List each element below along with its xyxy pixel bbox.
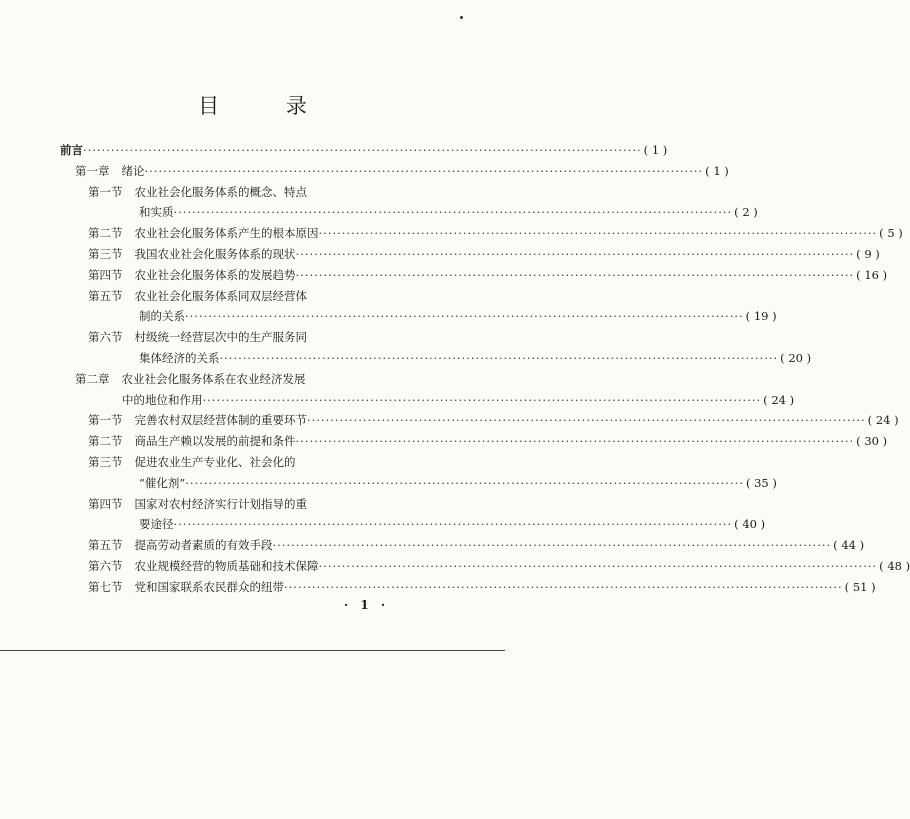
toc-section (88, 432, 888, 450)
entry-number: 第二节 (88, 434, 123, 449)
entry-number: 第四节 (88, 267, 123, 282)
entry-title: 和实质 (139, 205, 174, 220)
page-ref: ( 51 ) (844, 579, 876, 594)
dot-leader: ························································································································ (295, 247, 855, 261)
entry-title: 促进农业生产专业化、社会化的 (134, 455, 296, 469)
dot-leader: ························································································································ (219, 351, 779, 365)
toc-section-cont (139, 515, 766, 533)
entry-title: 提高劳动者素质的有效手段 (134, 538, 273, 553)
entry-title: 商品生产赖以发展的前提和条件 (134, 434, 296, 449)
entry-title: 完善农村双层经营体制的重要环节 (134, 413, 307, 428)
entry-number: 第一章 (75, 163, 110, 178)
page-title: 目 录 (198, 94, 337, 118)
entry-title: 前言 (60, 143, 83, 157)
page-ref: ( 30 ) (856, 434, 888, 449)
page-ref: ( 40 ) (734, 517, 766, 532)
toc-section-cont (139, 349, 812, 367)
entry-number: 第七节 (88, 579, 123, 594)
toc-section (88, 245, 880, 263)
entry-number: 第二节 (88, 226, 123, 241)
entry-title: 制的关系 (139, 309, 185, 324)
page-ref: ( 20 ) (780, 351, 812, 365)
toc-section-cont (139, 203, 758, 221)
toc-section (88, 266, 888, 284)
dot-leader: ························································································································ (185, 309, 744, 324)
toc-section-cont (139, 474, 777, 492)
entry-title: 要途径 (139, 517, 174, 532)
toc-section (88, 557, 910, 575)
entry-title: 中的地位和作用 (122, 392, 203, 407)
toc-section (88, 183, 400, 201)
dot-leader: ························································································································ (295, 267, 855, 282)
dot-leader: ························································································································ (173, 205, 733, 220)
page-ref: ( 48 ) (879, 559, 910, 573)
dot-leader: ························································································································ (173, 517, 733, 532)
entry-number: 第二章 (75, 371, 110, 386)
toc-chapter (75, 162, 729, 180)
dot-leader: ························································································································ (272, 538, 832, 553)
toc-section (88, 453, 400, 471)
page-ref: ( 1 ) (643, 143, 668, 157)
dot-leader: ························································································································ (144, 163, 704, 178)
entry-title: 我国农业社会化服务体系的现状 (134, 247, 296, 261)
entry-title: 党和国家联系农民群众的纽带 (134, 579, 284, 594)
entry-title: 农业规模经营的物质基础和技术保障 (134, 559, 319, 573)
entry-number: 第四节 (88, 496, 123, 511)
entry-title: 农业社会化服务体系在农业经济发展 (121, 371, 306, 386)
dot-leader: ························································································································ (318, 226, 878, 241)
entry-number: 第五节 (88, 288, 123, 303)
toc-section (88, 495, 400, 513)
dot-leader: ························································································································ (185, 475, 744, 490)
toc-section (88, 328, 400, 346)
dot-leader: ························································································································ (284, 579, 843, 594)
page-ref: ( 35 ) (745, 475, 777, 490)
page-ref: ( 24 ) (867, 413, 899, 428)
page-number: · 1 · (344, 598, 390, 612)
scan-speck (460, 16, 463, 19)
page-ref: ( 19 ) (745, 309, 777, 324)
page-ref: ( 5 ) (879, 226, 903, 241)
dot-leader: ························································································································ (295, 434, 855, 449)
entry-title: 农业社会化服务体系产生的根本原因 (134, 226, 319, 241)
entry-title: 农业社会化服务体系的概念、特点 (134, 184, 307, 199)
entry-title: 农业社会化服务体系的发展趋势 (134, 267, 296, 282)
page-ref: ( 9 ) (856, 247, 880, 261)
entry-title: 村级统一经营层次中的生产服务同 (134, 330, 307, 345)
page-ref: ( 16 ) (856, 267, 888, 282)
toc-section (88, 536, 865, 554)
toc-chapter (75, 370, 400, 388)
toc-section (88, 224, 903, 242)
page-ref: ( 2 ) (734, 205, 758, 220)
toc-section (88, 578, 876, 596)
entry-number: 第六节 (88, 330, 123, 345)
dot-leader: ························································································································ (202, 392, 762, 407)
entry-title: “催化剂” (139, 475, 186, 490)
toc-preface (60, 141, 668, 159)
entry-title: 国家对农村经济实行计划指导的重 (134, 496, 307, 511)
entry-number: 第三节 (88, 455, 123, 469)
entry-title: 绪论 (121, 163, 145, 178)
toc-section (88, 287, 400, 305)
page-ref: ( 44 ) (833, 538, 865, 553)
toc-section (88, 411, 899, 429)
entry-number: 第五节 (88, 538, 123, 553)
entry-number: 第六节 (88, 559, 123, 573)
dot-leader: ························································································································ (307, 413, 866, 428)
entry-number: 第一节 (88, 413, 123, 428)
entry-title: 集体经济的关系 (139, 351, 220, 365)
toc-section-cont (139, 307, 777, 325)
entry-number: 第三节 (88, 247, 123, 261)
dot-leader: ························································································································ (83, 143, 642, 157)
dot-leader: ························································································································ (318, 559, 878, 573)
entry-title: 农业社会化服务体系同双层经营体 (134, 288, 307, 303)
page-ref: ( 1 ) (705, 163, 729, 178)
page-divider (0, 650, 505, 651)
entry-number: 第一节 (88, 184, 123, 199)
toc-chapter-cont (122, 391, 795, 409)
page-ref: ( 24 ) (763, 392, 795, 407)
